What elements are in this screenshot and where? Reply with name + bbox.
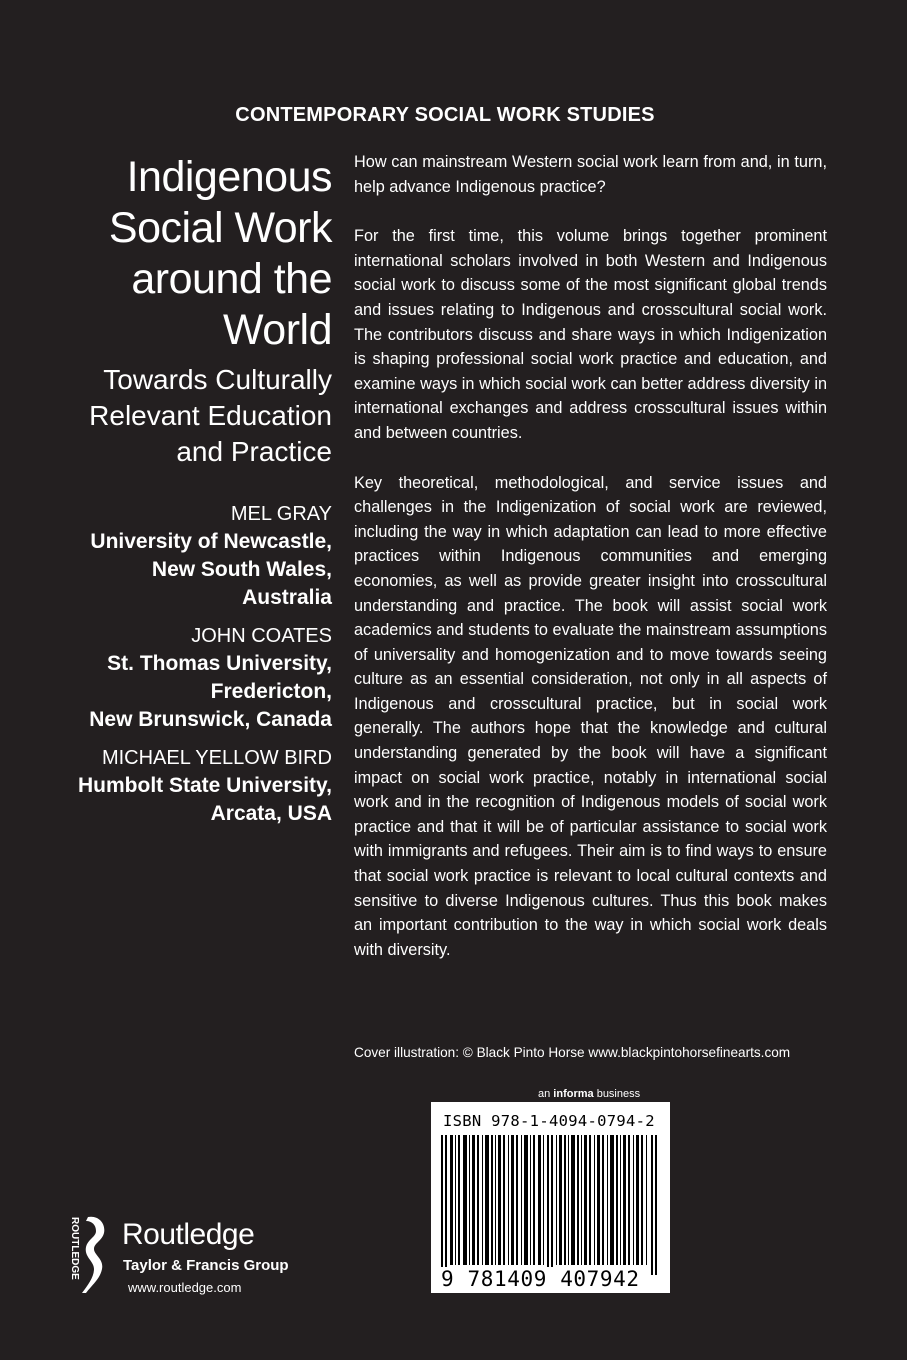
- publisher-group: Taylor & Francis Group: [123, 1257, 289, 1274]
- logo-vertical-text: ROUTLEDGE: [69, 1217, 80, 1280]
- publisher-name: Routledge: [122, 1218, 255, 1251]
- author-affiliation: St. Thomas University,: [107, 652, 332, 675]
- title-line: Indigenous: [126, 153, 332, 201]
- author-entry: [40, 500, 332, 612]
- author-affiliation: Australia: [242, 586, 332, 609]
- author-affiliation: Fredericton,: [210, 680, 332, 703]
- blurb-paragraph: For the first time, this volume brings together prominent international scholars involved in both Western and Indigenous social work to discuss some of the most significant global trends and issues relating to Indigenous and crosscultural social work. The contributors discuss and share ways in which Indigenization is shaping professional social work practice and education, and examine ways in which social work can better address diversity in international exchanges and address crosscultural issues within and between countries.: [354, 227, 827, 442]
- isbn-barcode: [431, 1102, 670, 1293]
- author-entry: [40, 622, 332, 734]
- author-name: MEL GRAY: [230, 503, 332, 525]
- informa-tagline: [538, 1088, 640, 1100]
- author-name: MICHAEL YELLOW BIRD: [101, 747, 332, 769]
- blurb-paragraph: Key theoretical, methodological, and service issues and challenges in the Indigenization of social work are reviewed, including the way in which adaptation can lead to more effective practices within Indigenous communities and emerging economies, as well as provide greater insight into crosscultural understanding and practice. The book will assist social work academics and students to evaluate the mainstream assumptions of universality and homogenization and to move towards seeing culture as an essential consideration, not only in all aspects of Indigenous and crosscultural practice, but in social work generally. The authors hope that the knowledge and cultural understanding generated by the book will have a significant impact on social work practice, notably in international social work and in the recognition of Indigenous models of social work practice and that it will be of particular assistance to social work with immigrants and refugees. Their aim is to find ways to ensure that social work practice is relevant to local cultural contexts and sensitive to diverse Indigenous cultures. Thus this book makes an important contribution to the way in which social work deals with diversity.: [354, 473, 827, 959]
- author-list: [40, 500, 332, 828]
- title-line: Social Work: [108, 204, 332, 252]
- title-line: World: [222, 306, 332, 354]
- left-column: [40, 152, 332, 838]
- author-affiliation: Arcata, USA: [210, 802, 332, 825]
- isbn-digits: 9 781409 407942: [441, 1267, 640, 1291]
- cover-credit: Cover illustration: © Black Pinto Horse www.blackpintohorsefinearts.com: [354, 1045, 791, 1060]
- title-line: around the: [131, 255, 332, 303]
- informa-brand: informa: [553, 1088, 594, 1100]
- subtitle-line: Relevant Education: [89, 400, 332, 431]
- series-title: CONTEMPORARY SOCIAL WORK STUDIES: [235, 104, 655, 126]
- author-name: JOHN COATES: [191, 625, 332, 647]
- routledge-logo-icon: [64, 1215, 114, 1295]
- blurb-paragraph: How can mainstream Western social work learn from and, in turn, help advance Indigenous practice?: [354, 153, 827, 196]
- barcode-bars: [441, 1135, 660, 1275]
- informa-prefix: an: [538, 1088, 554, 1100]
- author-affiliation: New South Wales,: [151, 558, 332, 581]
- author-affiliation: Humbolt State University,: [78, 774, 332, 797]
- author-affiliation: New Brunswick, Canada: [89, 708, 332, 731]
- blurb: [354, 150, 827, 987]
- subtitle-line: Towards Culturally: [103, 364, 332, 395]
- author-entry: [40, 744, 332, 828]
- book-title: [40, 152, 332, 356]
- subtitle-line: and Practice: [176, 436, 332, 467]
- publisher-url[interactable]: www.routledge.com: [128, 1280, 242, 1295]
- isbn-label: ISBN 978-1-4094-0794-2: [443, 1112, 655, 1130]
- book-subtitle: [40, 362, 332, 470]
- informa-suffix: business: [593, 1088, 641, 1100]
- author-affiliation: University of Newcastle,: [90, 530, 332, 553]
